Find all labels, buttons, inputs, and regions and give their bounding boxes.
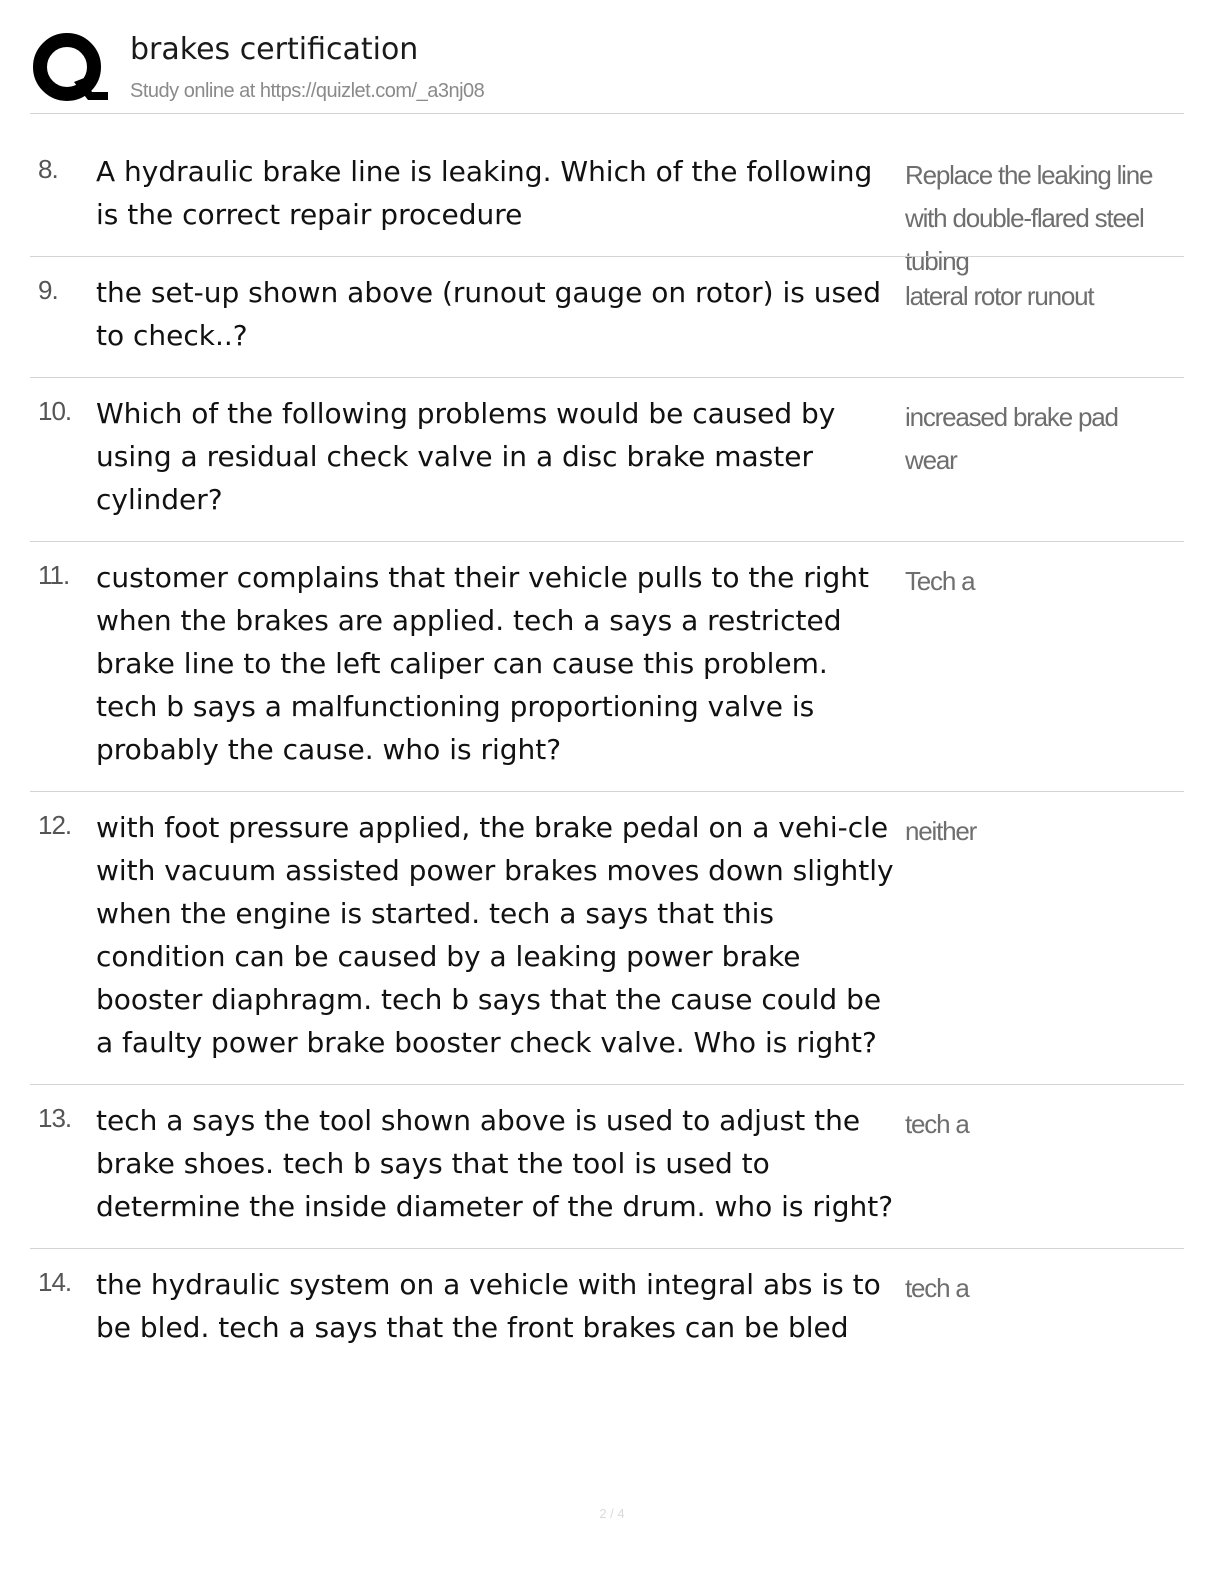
- study-online-link[interactable]: Study online at https://quizlet.com/_a3nj08: [130, 80, 485, 102]
- card-term: the hydraulic system on a vehicle with integral abs is to be bled. tech a says that the front brakes can be bled: [96, 1268, 881, 1344]
- flashcard-row: [30, 256, 1184, 377]
- card-number: 11.: [38, 560, 70, 590]
- card-number: 14.: [38, 1267, 72, 1297]
- card-term: tech a says the tool shown above is used to adjust the brake shoes. tech b says that the tool is used to determine the inside diameter of the drum. who is right?: [96, 1104, 894, 1223]
- header-divider: [30, 113, 1184, 114]
- flashcard-row: [30, 1084, 1184, 1248]
- card-number: 8.: [38, 154, 58, 184]
- card-term: Which of the following problems would be caused by using a residual check valve in a disc brake master cylinder?: [96, 397, 836, 516]
- flashcard-list: [30, 136, 1184, 1369]
- card-definition: increased brake pad wear: [905, 402, 1118, 475]
- flashcard-row: [30, 136, 1184, 276]
- flashcard-row: [30, 791, 1184, 1084]
- flashcard-row: [30, 1248, 1184, 1369]
- card-definition: Tech a: [905, 566, 975, 596]
- card-number: 12.: [38, 810, 72, 840]
- card-definition: tech a: [905, 1109, 969, 1139]
- flashcard-row: [30, 377, 1184, 541]
- card-term: A hydraulic brake line is leaking. Which of the following is the correct repair procedure: [96, 155, 873, 231]
- flashcard-row: [30, 541, 1184, 791]
- card-term: with foot pressure applied, the brake pedal on a vehi-cle with vacuum assisted power brakes moves down slightly when the engine is started. tech a says that this condition can be caused by a leaking power brake booster diaphragm. tech b says that the cause could be a faulty power brake booster check valve. Who is right?: [96, 811, 894, 1059]
- card-number: 9.: [38, 275, 58, 305]
- page-header: [30, 28, 1184, 114]
- set-title: brakes certification: [130, 32, 419, 67]
- card-definition: lateral rotor runout: [905, 281, 1094, 311]
- card-number: 10.: [38, 396, 72, 426]
- card-definition: neither: [905, 816, 977, 846]
- card-definition: tech a: [905, 1273, 969, 1303]
- card-definition: Replace the leaking line with double-flared steel tubing: [905, 160, 1153, 276]
- card-term: the set-up shown above (runout gauge on rotor) is used to check..?: [96, 276, 882, 352]
- page-number: 2 / 4: [599, 1506, 625, 1521]
- quizlet-logo-icon: [30, 30, 110, 110]
- card-number: 13.: [38, 1103, 72, 1133]
- card-term: customer complains that their vehicle pulls to the right when the brakes are applied. tech a says a restricted brake line to the left caliper can cause this problem. tech b says a malfunctioning proportioning valve is probably the cause. who is right?: [96, 561, 870, 766]
